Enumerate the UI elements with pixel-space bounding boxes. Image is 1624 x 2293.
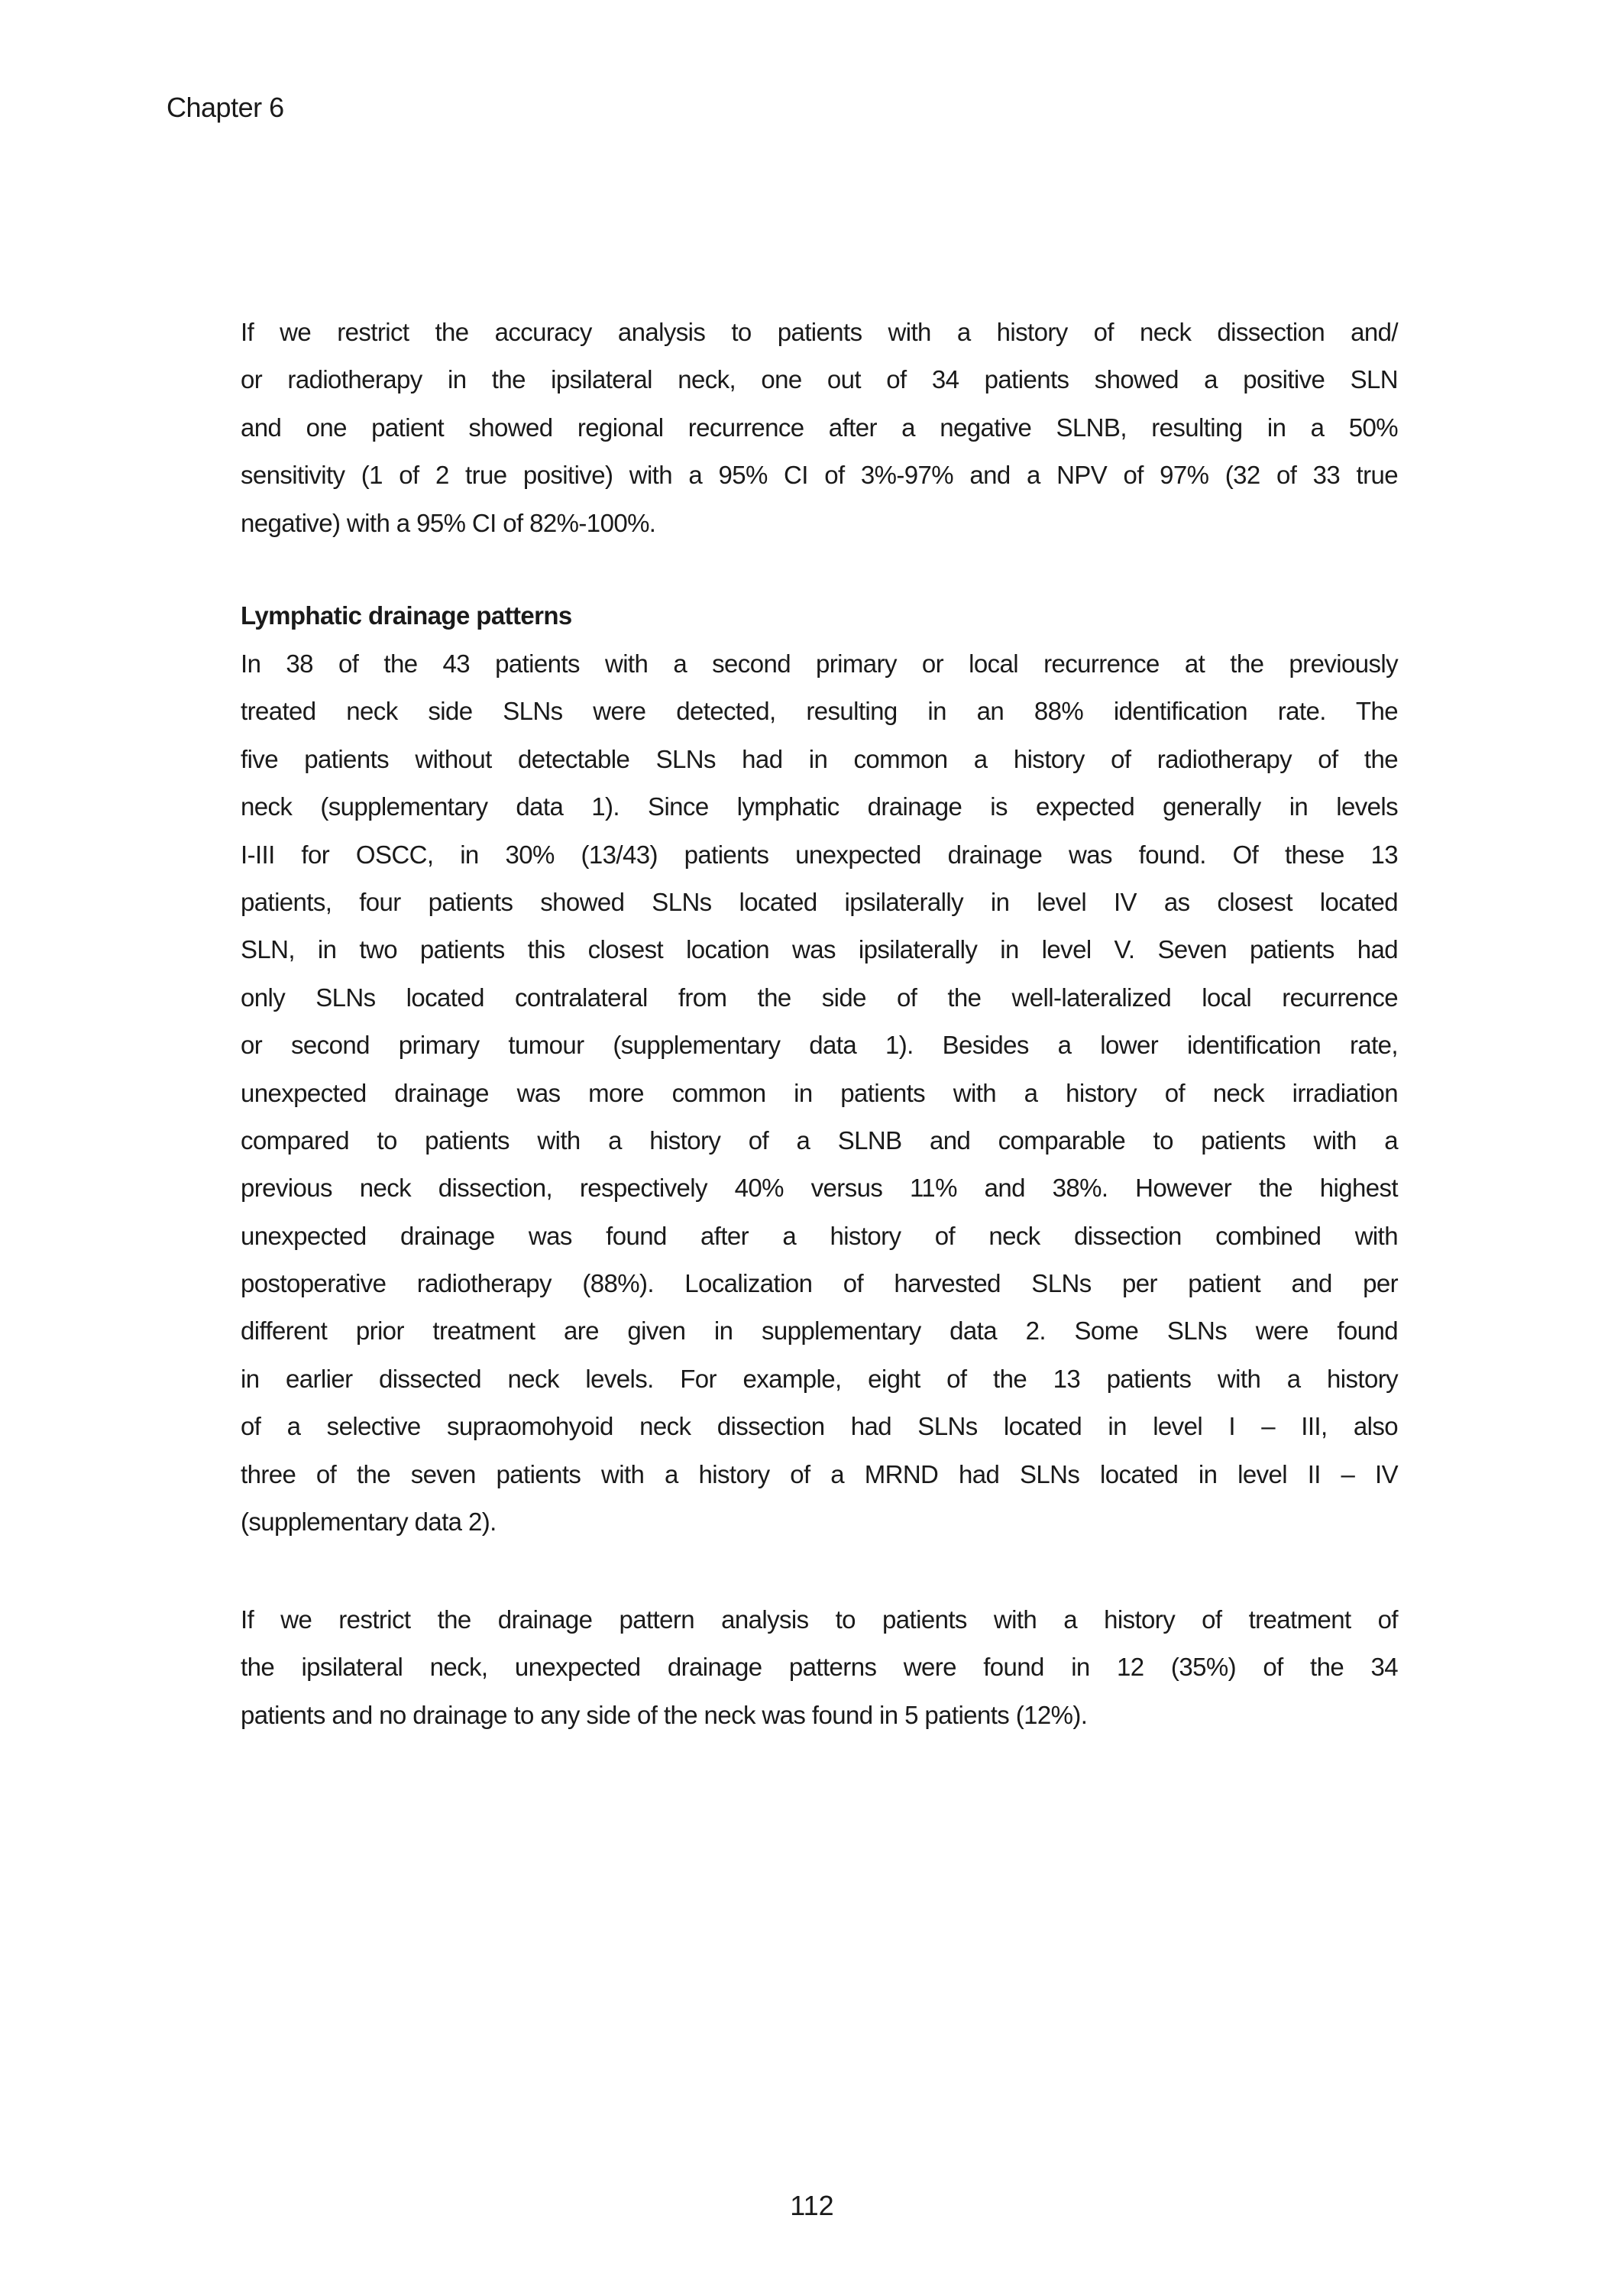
text-line: If we restrict the accuracy analysis to patients with a history of neck dissection and/ <box>241 318 1398 346</box>
text-line: the ipsilateral neck, unexpected drainage patterns were found in 12 (35%) of the 34 <box>241 1653 1398 1682</box>
text-line: or radiotherapy in the ipsilateral neck, one out of 34 patients showed a positive SLN <box>241 365 1398 394</box>
text-line: If we restrict the drainage pattern analysis to patients with a history of treatment of <box>241 1605 1398 1634</box>
section-heading: Lymphatic drainage patterns <box>241 601 572 630</box>
text-line: I-III for OSCC, in 30% (13/43) patients unexpected drainage was found. Of these 13 <box>241 840 1398 869</box>
text-line: compared to patients with a history of a SLNB and comparable to patients with a <box>241 1125 1398 1155</box>
paragraph-accuracy <box>241 309 1398 547</box>
page-number: 112 <box>790 2190 834 2221</box>
text-line: and one patient showed regional recurrence after a negative SLNB, resulting in a 50% <box>241 413 1398 442</box>
text-line: in earlier dissected neck levels. For example, eight of the 13 patients with a history <box>241 1364 1398 1393</box>
text-line: (supplementary data 2). <box>241 1508 497 1537</box>
text-line: only SLNs located contralateral from the side of the well-lateralized local recurrence <box>241 983 1398 1012</box>
text-line: In 38 of the 43 patients with a second primary or local recurrence at the previously <box>241 649 1398 678</box>
text-line: patients, four patients showed SLNs located ipsilaterally in level IV as closest located <box>241 887 1398 916</box>
text-line: neck (supplementary data 1). Since lymphatic drainage is expected generally in levels <box>241 792 1398 821</box>
text-line: unexpected drainage was more common in patients with a history of neck irradiation <box>241 1078 1398 1107</box>
text-line: postoperative radiotherapy (88%). Localization of harvested SLNs per patient and per <box>241 1269 1398 1298</box>
text-line: treated neck side SLNs were detected, resulting in an 88% identification rate. The <box>241 697 1398 726</box>
text-line: or second primary tumour (supplementary data 1). Besides a lower identification rate, <box>241 1031 1398 1060</box>
text-line: of a selective supraomohyoid neck dissection had SLNs located in level I – III, also <box>241 1412 1398 1441</box>
text-line: SLN, in two patients this closest location was ipsilaterally in level V. Seven patients had <box>241 935 1398 964</box>
text-line: unexpected drainage was found after a history of neck dissection combined with <box>241 1221 1398 1250</box>
text-line: negative) with a 95% CI of 82%-100%. <box>241 508 656 537</box>
text-line: previous neck dissection, respectively 40% versus 11% and 38%. However the highest <box>241 1174 1398 1203</box>
running-head: Chapter 6 <box>167 92 284 123</box>
paragraph-drainage <box>241 640 1398 1546</box>
text-line: three of the seven patients with a history of a MRND had SLNs located in level II – IV <box>241 1459 1398 1488</box>
text-line: five patients without detectable SLNs had in common a history of radiotherapy of the <box>241 744 1398 773</box>
text-line: sensitivity (1 of 2 true positive) with a 95% CI of 3%-97% and a NPV of 97% (32 of 33 true <box>241 461 1398 490</box>
text-line: patients and no drainage to any side of the neck was found in 5 patients (12%). <box>241 1700 1088 1729</box>
paragraph-restricted <box>241 1596 1398 1739</box>
text-line: different prior treatment are given in supplementary data 2. Some SLNs were found <box>241 1317 1398 1346</box>
